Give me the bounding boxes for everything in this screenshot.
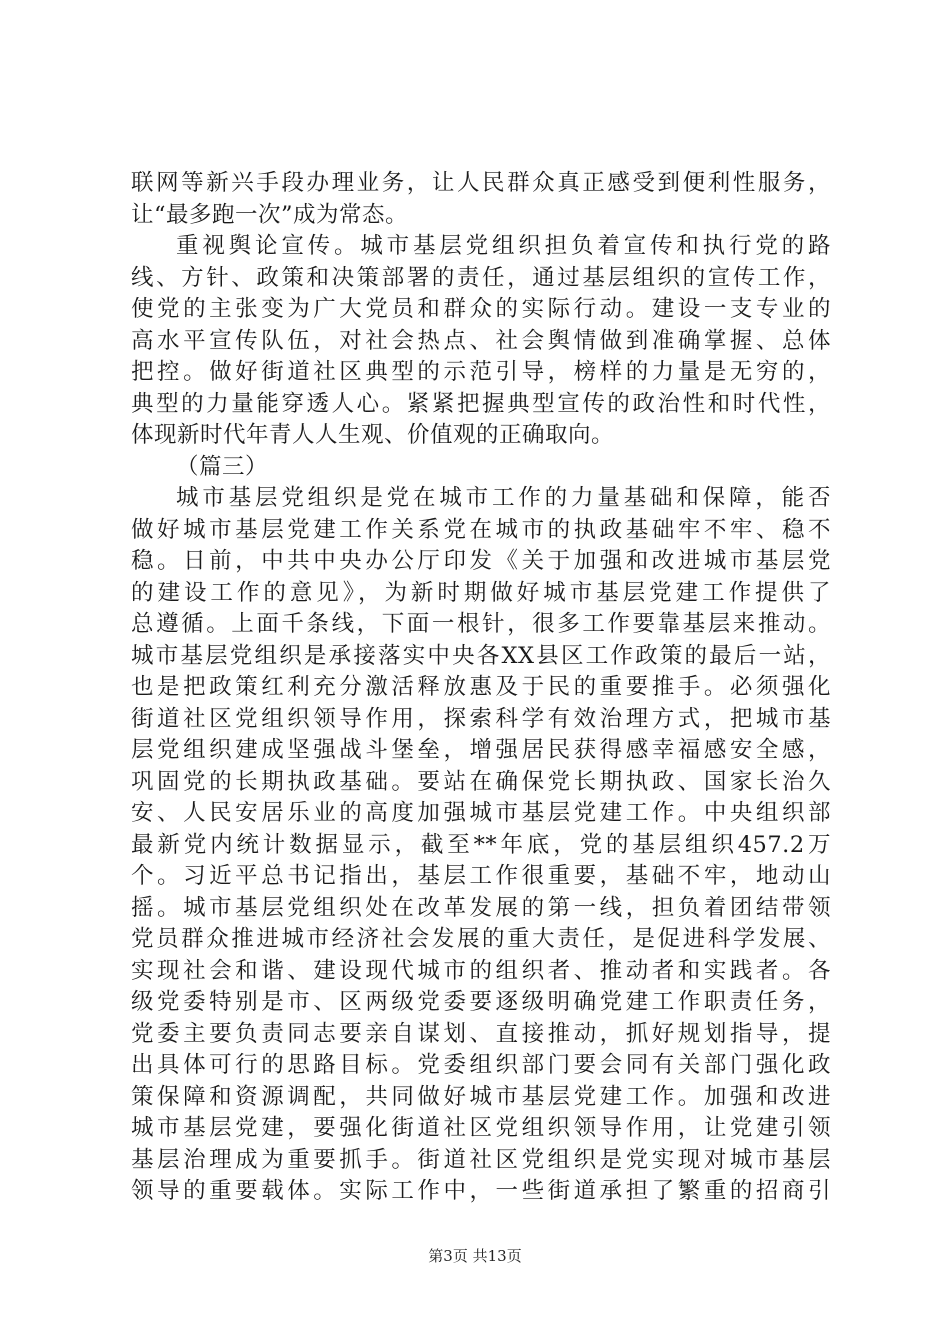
text-line: 稳。日前，中共中央办公厅印发《关于加强和改进城市基层党 — [131, 548, 831, 574]
text-line: 街道社区党组织领导作用，探索科学有效治理方式，把城市基 — [131, 705, 831, 732]
text-line: 层党组织建成坚强战斗堡垒，增强居民获得感幸福感安全感， — [131, 737, 831, 763]
text-line: 把控。做好街道社区典型的示范引导，榜样的力量是无穷的， — [131, 359, 831, 385]
text-line: 体现新时代年青人人生观、价值观的正确取向。 — [131, 422, 615, 448]
text-line: 让“最多跑一次”成为常态。 — [131, 201, 409, 228]
text-line: （篇三） — [176, 453, 269, 480]
text-line: 安、人民安居乐业的高度加强城市基层党建工作。中央组织部 — [131, 800, 831, 826]
text-line: 的建设工作的意见》，为新时期做好城市基层党建工作提供了 — [131, 579, 831, 606]
text-line: 典型的力量能穿透人心。紧紧把握典型宣传的政治性和时代性， — [131, 390, 831, 417]
text-line: 实现社会和谐、建设现代城市的组织者、推动者和实践者。各 — [131, 957, 831, 984]
text-line: 城市基层党组织是党在城市工作的力量基础和保障，能否 — [176, 485, 831, 511]
text-line: 线、方针、政策和决策部署的责任，通过基层组织的宣传工作， — [131, 264, 831, 291]
document-body — [131, 168, 831, 1208]
text-line: 做好城市基层党建工作关系党在城市的执政基础牢不牢、稳不 — [131, 516, 831, 543]
page-footer: 第3页 共13页 — [428, 1247, 522, 1265]
text-line: 也是把政策红利充分激活释放惠及于民的重要推手。必须强化 — [131, 674, 831, 700]
text-line: 巩固党的长期执政基础。要站在确保党长期执政、国家长治久 — [131, 768, 831, 795]
text-line: 重视舆论宣传。城市基层党组织担负着宣传和执行党的路 — [176, 233, 831, 259]
text-line: 党员群众推进城市经济社会发展的重大责任，是促进科学发展、 — [131, 926, 831, 952]
text-line: 高水平宣传队伍，对社会热点、社会舆情做到准确掌握、总体 — [131, 327, 831, 354]
text-line: 总遵循。上面千条线，下面一根针，很多工作要靠基层来推动。 — [131, 611, 831, 637]
text-line: 基层治理成为重要抓手。街道社区党组织是党实现对城市基层 — [131, 1146, 831, 1173]
text-line: 出具体可行的思路目标。党委组织部门要会同有关部门强化政 — [131, 1052, 831, 1078]
text-line: 领导的重要载体。实际工作中，一些街道承担了繁重的招商引 — [131, 1178, 831, 1204]
text-line: 使党的主张变为广大党员和群众的实际行动。建设一支专业的 — [131, 296, 831, 322]
text-line: 级党委特别是市、区两级党委要逐级明确党建工作职责任务， — [131, 989, 831, 1015]
text-line: 策保障和资源调配，共同做好城市基层党建工作。加强和改进 — [131, 1083, 831, 1110]
text-line: 联网等新兴手段办理业务，让人民群众真正感受到便利性服务， — [131, 170, 831, 196]
text-line: 摇。城市基层党组织处在改革发展的第一线，担负着团结带领 — [131, 894, 831, 921]
text-line: 最新党内统计数据显示，截至**年底，党的基层组织457.2万 — [131, 831, 831, 858]
text-line: 党委主要负责同志要亲自谋划、直接推动，抓好规划指导，提 — [131, 1020, 831, 1047]
text-line: 城市基层党建，要强化街道社区党组织领导作用，让党建引领 — [131, 1115, 831, 1141]
text-line: 城市基层党组织是承接落实中央各XX县区工作政策的最后一站， — [131, 642, 831, 669]
text-line: 个。习近平总书记指出，基层工作很重要，基础不牢，地动山 — [131, 863, 831, 889]
